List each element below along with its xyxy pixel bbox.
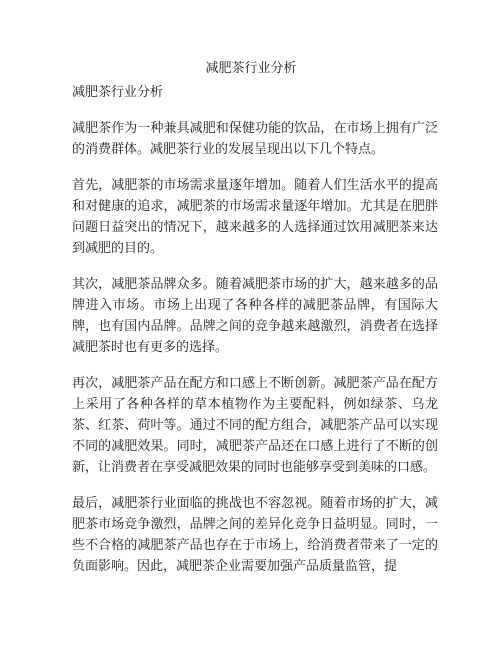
paragraph-intro: 减肥茶作为一种兼具减肥和保健功能的饮品，在市场上拥有广泛的消费群体。减肥茶行业的发展呈现出以下几个特点。 xyxy=(72,121,438,157)
paragraph-last: 最后，减肥茶行业面临的挑战也不容忽视。随着市场的扩大，减肥茶市场竞争激烈，品牌之间的差异化竞争日益明显。同时，一些不合格的减肥茶产品也存在于市场上，给消费者带来了一定的负面影响。因此，减肥茶企业需要加强产品质量监管，提 xyxy=(72,496,438,574)
paragraph-first: 首先，减肥茶的市场需求量逐年增加。随着人们生活水平的提高和对健康的追求，减肥茶的市场需求量逐年增加。尤其是在肥胖问题日益突出的情况下，越来越多的人选择通过饮用减肥茶来达到减肥的目的。 xyxy=(72,178,438,256)
paragraph-third: 再次，减肥茶产品在配方和口感上不断创新。减肥茶产品在配方上采用了各种各样的草本植物作为主要配料，例如绿茶、乌龙茶、红茶、荷叶等。通过不同的配方组合，减肥茶产品可以实现不同的减肥效果。同时，减肥茶产品还在口感上进行了不断的创新，让消费者在享受减肥效果的同时也能够享受到美味的口感。 xyxy=(72,376,438,475)
document-body xyxy=(72,82,438,592)
document-title: 减肥茶行业分析 xyxy=(205,61,297,76)
paragraph-second: 其次，减肥茶品牌众多。随着减肥茶市场的扩大，越来越多的品牌进入市场。市场上出现了各种各样的减肥茶品牌，有国际大牌，也有国内品牌。品牌之间的竞争越来越激烈，消费者在选择减肥茶时也有更多的选择。 xyxy=(72,277,438,355)
document-subtitle: 减肥茶行业分析 xyxy=(72,85,164,100)
